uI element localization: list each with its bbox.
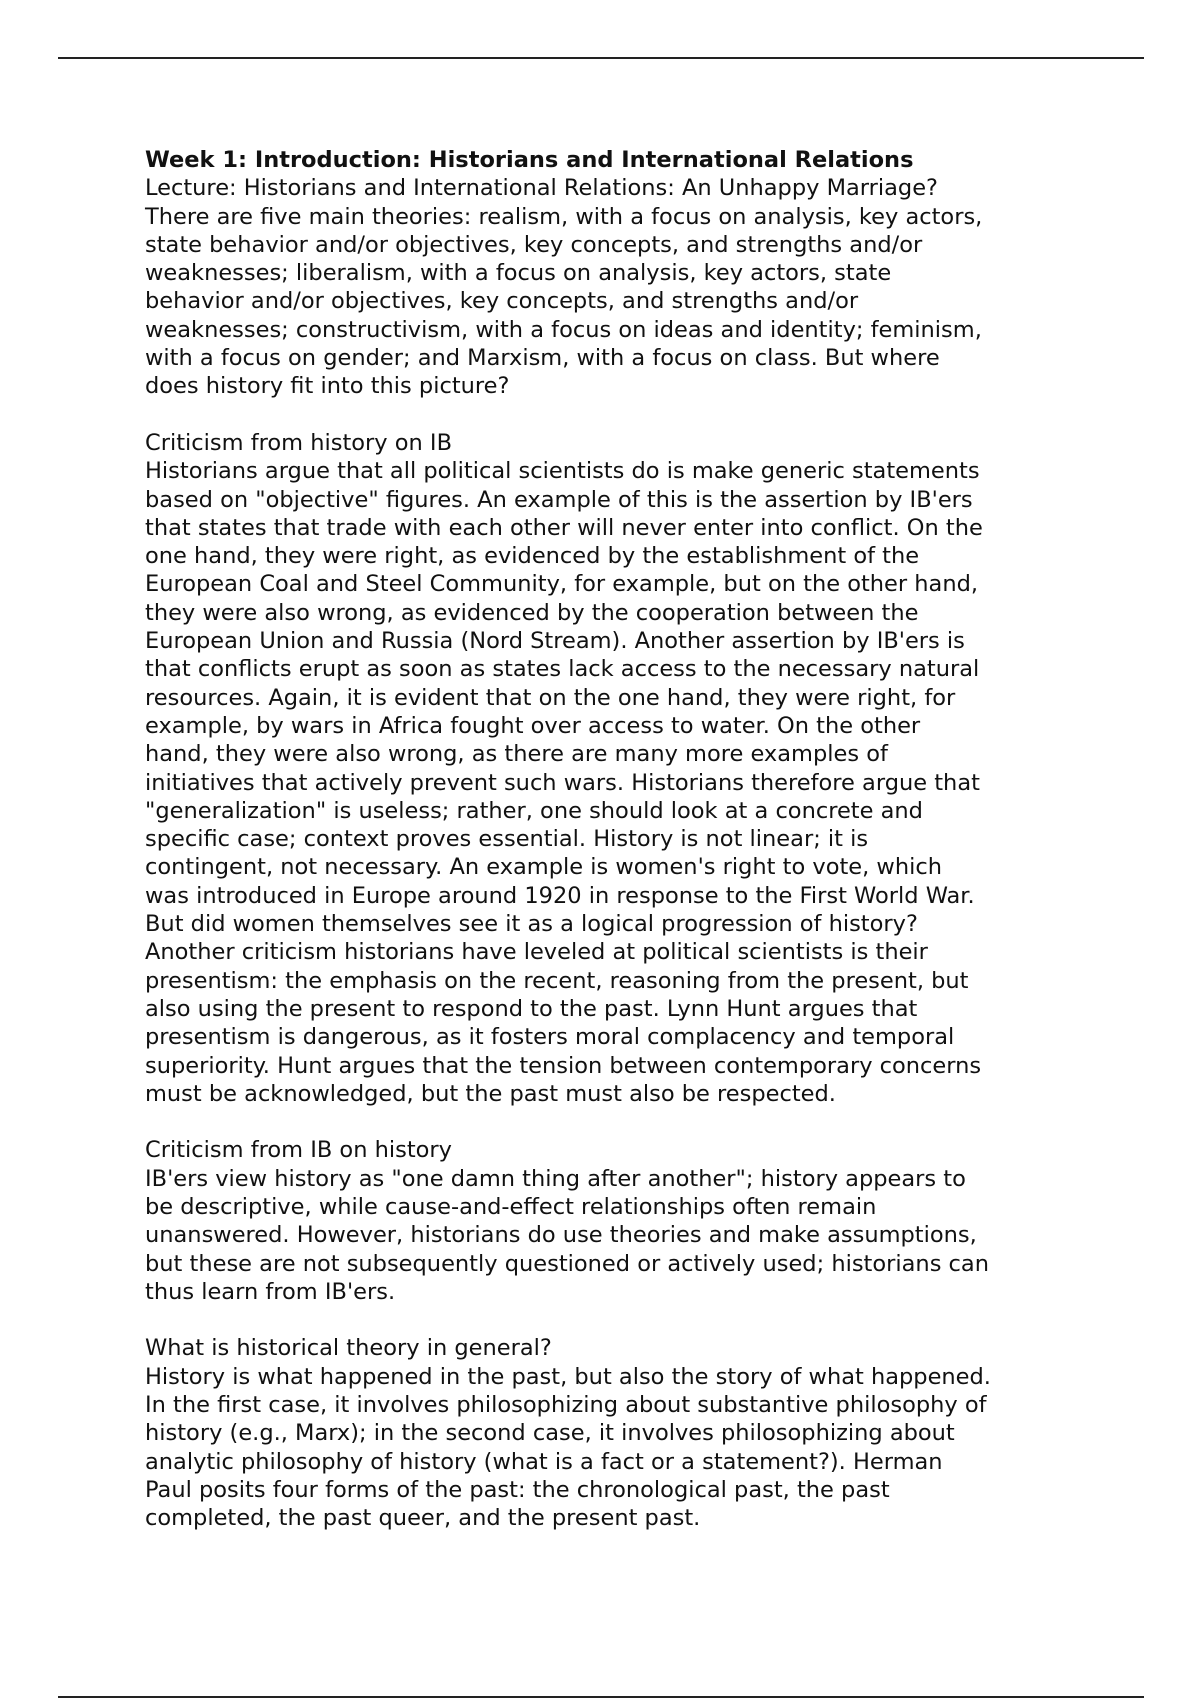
- section-paragraph: IB'ers view history as "one damn thing after another"; history appears to be descriptive, while cause-and-effect relationships often remain unanswered. However, historians do use theories and make assumptions, but these are not subsequently questioned or actively used; historians can thus learn from IB'ers.: [145, 1165, 989, 1305]
- section-heading: Criticism from history on IB: [145, 429, 453, 456]
- document-body: [145, 146, 1065, 1533]
- document-title: Week 1: Introduction: Historians and International Relations: [145, 147, 914, 173]
- section-paragraph: Historians argue that all political scientists do is make generic statements based on "objective" figures. An example of this is the assertion by IB'ers that states that trade with each other will never enter into conflict. On the one hand, they were right, as evidenced by the establishment of the European Coal and Steel Community, for example, but on the other hand, they were also wrong, as evidenced by the cooperation between the European Union and Russia (Nord Stream). Another assertion by IB'ers is that conflicts erupt as soon as states lack access to the necessary natural resources. Again, it is evident that on the one hand, they were right, for example, by wars in Africa fought over access to water. On the other hand, they were also wrong, as there are many more examples of initiatives that actively prevent such wars. Historians therefore argue that "generalization" is useless; rather, one should look at a concrete and specific case; context proves essential. History is not linear; it is contingent, not necessary. An example is women's right to vote, which was introduced in Europe around 1920 in response to the First World War. But did women themselves see it as a logical progression of history? Another criticism historians have leveled at political scientists is their presentism: the emphasis on the recent, reasoning from the present, but also using the present to respond to the past. Lynn Hunt argues that presentism is dangerous, as it fosters moral complacency and temporal superiority. Hunt argues that the tension between contemporary concerns must be acknowledged, but the past must also be respected.: [145, 458, 983, 1107]
- section-spacer: [145, 401, 1065, 429]
- bottom-rule: [58, 1696, 1144, 1698]
- section-spacer: [145, 1108, 1065, 1136]
- top-rule: [58, 57, 1144, 59]
- section-paragraph: History is what happened in the past, but also the story of what happened. In the first case, it involves philosophizing about substantive philosophy of history (e.g., Marx); in the second case, it involves philosophizing about analytic philosophy of history (what is a fact or a statement?). Herman Paul posits four forms of the past: the chronological past, the past completed, the past queer, and the present past.: [145, 1363, 991, 1532]
- section-heading: What is historical theory in general?: [145, 1335, 552, 1362]
- intro-paragraph: There are five main theories: realism, with a focus on analysis, key actors, state behavior and/or objectives, key concepts, and strengths and/or weaknesses; liberalism, with a focus on analysis, key actors, state behavior and/or objectives, key concepts, and strengths and/or weaknesses; constructivism, with a focus on ideas and identity; feminism, with a focus on gender; and Marxism, with a focus on class. But where does history fit into this picture?: [145, 203, 983, 400]
- section-spacer: [145, 1306, 1065, 1334]
- lecture-title: Lecture: Historians and International Relations: An Unhappy Marriage?: [145, 175, 938, 202]
- section-heading: Criticism from IB on history: [145, 1137, 453, 1164]
